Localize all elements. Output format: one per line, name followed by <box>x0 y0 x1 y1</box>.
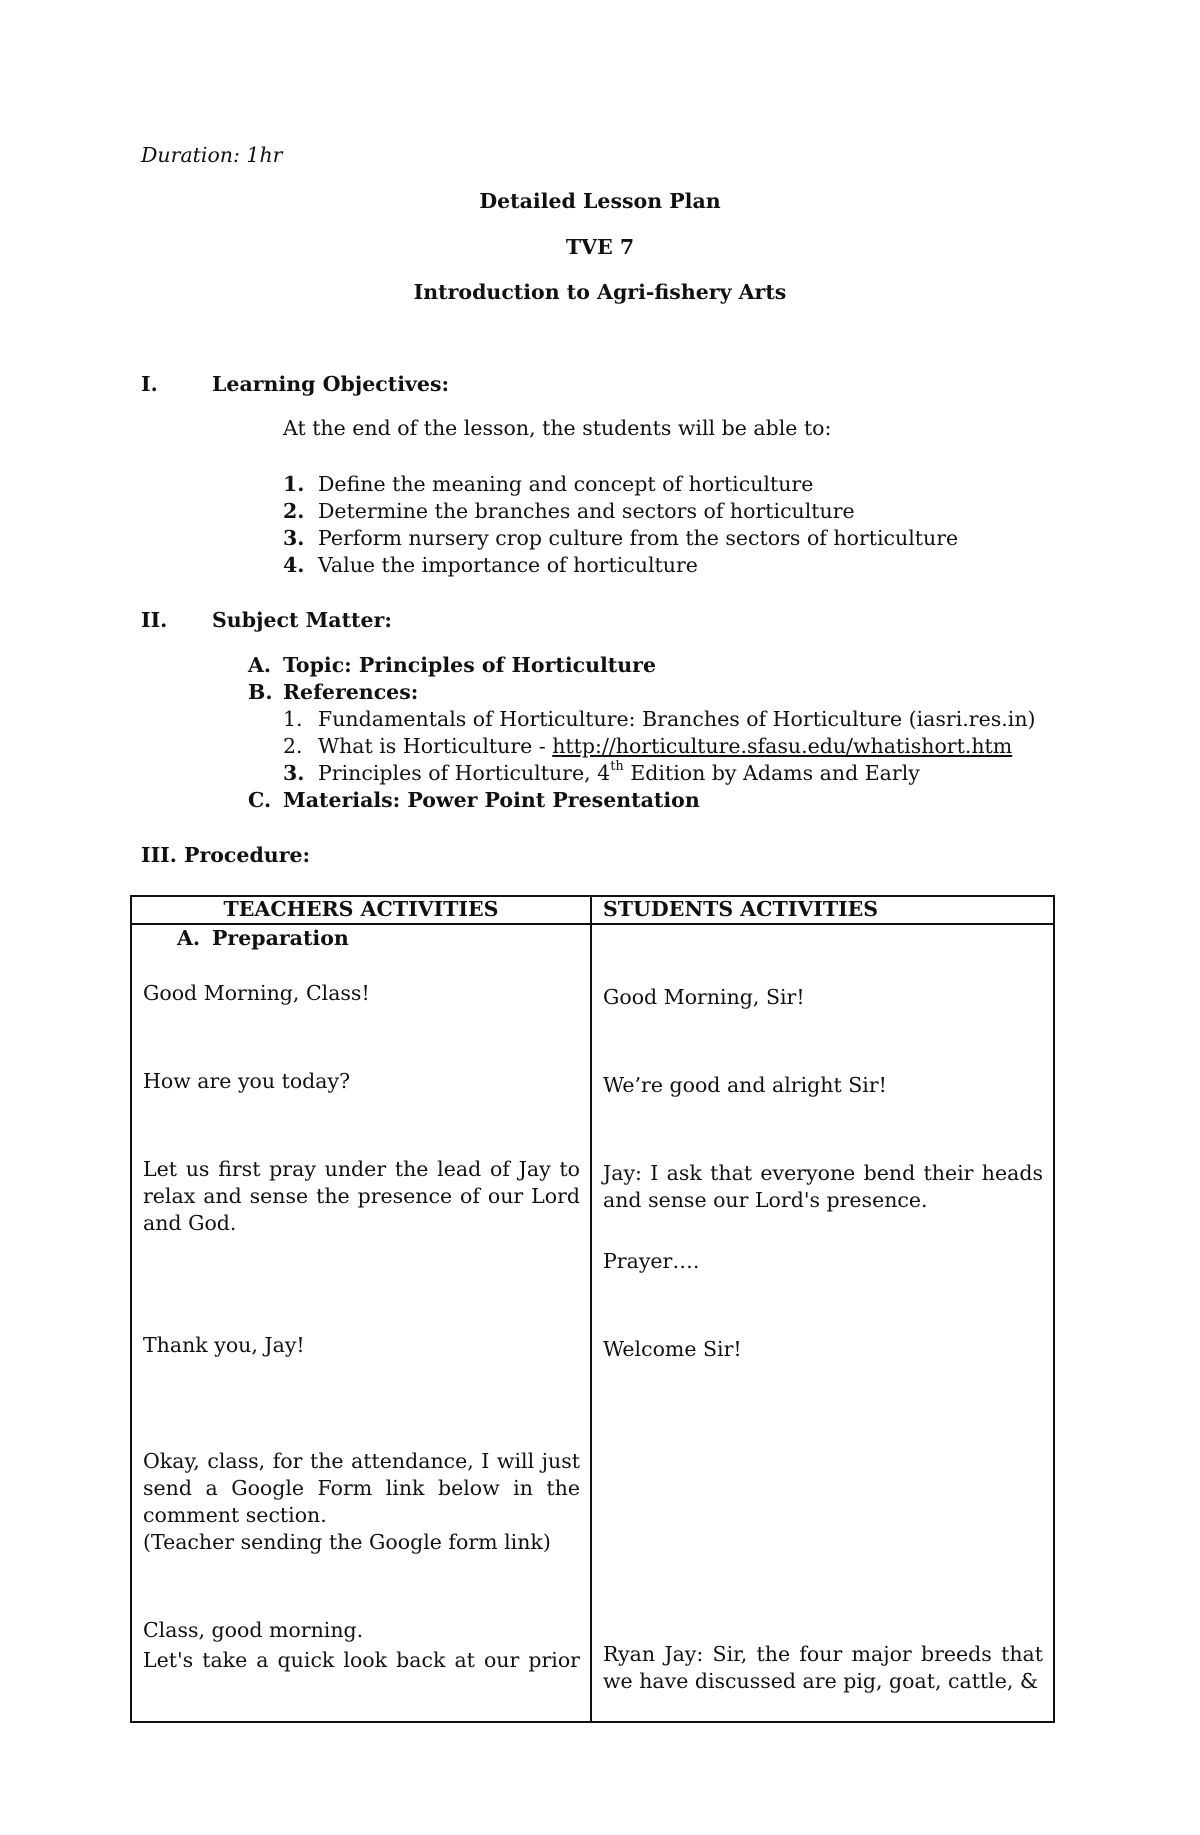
student-line: We’re good and alright Sir! <box>603 1073 887 1097</box>
objective-text: Determine the branches and sectors of horticulture <box>318 499 855 523</box>
objective-text: Define the meaning and concept of horticulture <box>318 472 814 496</box>
procedure-table <box>130 895 1055 1723</box>
subject-code: TVE 7 <box>565 235 635 259</box>
subject-matter-numeral: II. <box>141 608 168 632</box>
teachers-activities-header: TEACHERS ACTIVITIES <box>131 896 591 924</box>
references-heading: References: <box>283 680 419 704</box>
student-line: Welcome Sir! <box>603 1337 742 1361</box>
students-activities-header: STUDENTS ACTIVITIES <box>591 896 1054 924</box>
student-column <box>591 924 1054 1722</box>
topic-letter: A. <box>248 653 272 677</box>
teacher-line: Let's take a quick look back at our prior <box>143 1648 580 1672</box>
reference-text: Principles of Horticulture, 4 <box>318 761 611 785</box>
objective-text: Perform nursery crop culture from the sectors of horticulture <box>318 526 959 550</box>
reference-number: 3. <box>283 761 305 785</box>
student-line: Jay: I ask that everyone bend their heads and sense our Lord's presence. <box>603 1161 1043 1212</box>
reference-text: Fundamentals of Horticulture: Branches of Horticulture (iasri.res.in) <box>318 707 1036 731</box>
objective-item <box>283 499 855 523</box>
table-row <box>131 924 1054 1722</box>
objectives-numeral: I. <box>141 372 158 396</box>
duration-label: Duration: 1hr <box>141 143 283 167</box>
objectives-intro: At the end of the lesson, the students will be able to: <box>283 416 832 440</box>
student-line: Prayer…. <box>603 1249 700 1273</box>
reference-item <box>283 707 1036 731</box>
reference-text: What is Horticulture - <box>318 734 553 758</box>
teacher-line: (Teacher sending the Google form link) <box>143 1530 551 1554</box>
table-header-row <box>131 896 1054 924</box>
objective-item <box>283 472 814 496</box>
teacher-line: Good Morning, Class! <box>143 981 370 1005</box>
objective-number: 4. <box>283 553 305 577</box>
reference-item <box>283 734 1013 758</box>
procedure-heading: III. Procedure: <box>141 843 311 867</box>
teacher-line: Let us first pray under the lead of Jay to relax and sense the presence of our Lord and God. <box>143 1157 580 1235</box>
teacher-line: Okay, class, for the attendance, I will just send a Google Form link below in the comment section. <box>143 1449 580 1527</box>
section-letter: A. <box>177 926 201 950</box>
reference-link[interactable]: http://horticulture.sfasu.edu/whatishort.htm <box>552 734 1013 758</box>
objective-item <box>283 526 959 550</box>
materials-text: Materials: Power Point Presentation <box>283 788 700 812</box>
objective-number: 1. <box>283 472 305 496</box>
teacher-line: Class, good morning. <box>143 1618 364 1642</box>
reference-text-suffix: Edition by Adams and Early <box>623 761 920 785</box>
teacher-line: Thank you, Jay! <box>143 1333 305 1357</box>
references-letter: B. <box>248 680 273 704</box>
objectives-heading: Learning Objectives: <box>212 372 450 396</box>
reference-superscript: th <box>610 759 624 775</box>
materials-letter: C. <box>248 788 272 812</box>
objective-text: Value the importance of horticulture <box>318 553 698 577</box>
subject-matter-heading: Subject Matter: <box>212 608 392 632</box>
reference-item <box>283 759 920 785</box>
course-title: Introduction to Agri-fishery Arts <box>413 280 787 304</box>
document-title: Detailed Lesson Plan <box>479 189 721 213</box>
reference-number: 2. <box>283 734 303 758</box>
objective-item <box>283 553 698 577</box>
student-line: Good Morning, Sir! <box>603 985 805 1009</box>
student-line: Ryan Jay: Sir, the four major breeds that we have discussed are pig, goat, cattle, & <box>603 1642 1043 1693</box>
reference-number: 1. <box>283 707 303 731</box>
topic-text: Topic: Principles of Horticulture <box>283 653 657 677</box>
teacher-line: How are you today? <box>143 1069 351 1093</box>
teacher-column <box>131 924 591 1722</box>
section-title: Preparation <box>212 926 349 950</box>
objective-number: 2. <box>283 499 305 523</box>
objective-number: 3. <box>283 526 305 550</box>
